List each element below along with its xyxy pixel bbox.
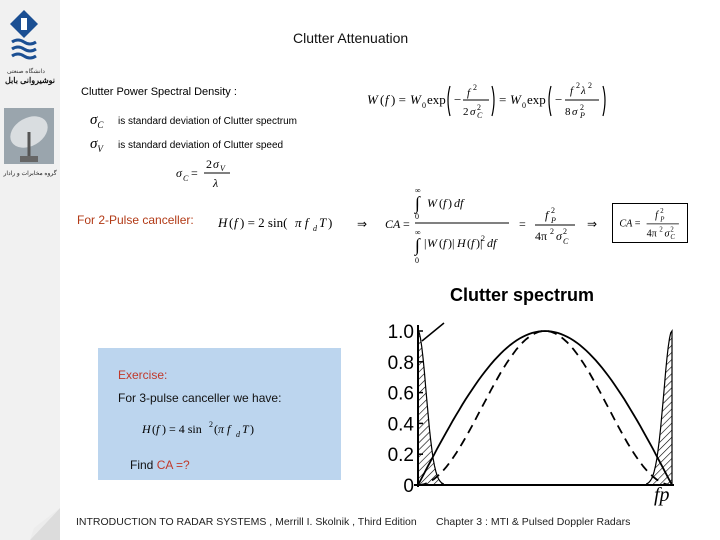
svg-text:⇒: ⇒ — [357, 217, 368, 231]
svg-text:∞: ∞ — [415, 228, 421, 237]
svg-text:): ) — [448, 196, 452, 210]
svg-text:(: ( — [214, 422, 218, 436]
svg-text:(: ( — [439, 196, 443, 210]
svg-text:): ) — [328, 215, 333, 230]
svg-text:0: 0 — [422, 101, 426, 110]
chart-y-tick-label: 0.6 — [387, 383, 414, 405]
two-pulse-label: For 2-Pulse canceller: — [77, 213, 194, 227]
svg-text:=: = — [403, 217, 410, 231]
faculty-name: نوشیروانی بابل — [4, 76, 56, 85]
svg-text:H: H — [457, 236, 466, 250]
svg-text:d: d — [236, 430, 240, 439]
chart-title: Clutter spectrum — [450, 285, 595, 305]
clutter-spectrum-chart — [378, 271, 677, 510]
svg-text:V: V — [220, 164, 225, 173]
svg-text:W: W — [410, 92, 421, 107]
svg-text:2: 2 — [576, 81, 580, 90]
svg-text:2: 2 — [209, 420, 213, 429]
svg-text:)|: )| — [448, 236, 455, 250]
svg-text:=: = — [519, 217, 526, 231]
exercise-box — [98, 348, 341, 480]
svg-text:2: 2 — [670, 226, 674, 234]
svg-text:2: 2 — [588, 81, 592, 90]
svg-text:H: H — [218, 215, 228, 230]
sigma-v-description: is standard deviation of Clutter speed — [118, 139, 284, 151]
psd-equation — [367, 76, 615, 122]
svg-text:2: 2 — [659, 226, 663, 234]
svg-text:σ: σ — [664, 228, 670, 240]
svg-text:df: df — [454, 196, 464, 210]
svg-text:∫: ∫ — [415, 193, 420, 213]
svg-text:) = 4 sin: ) = 4 sin — [162, 422, 202, 436]
svg-text:f: f — [385, 92, 389, 107]
svg-text:=: = — [191, 166, 198, 180]
chart-y-tick-label: 0 — [403, 476, 414, 497]
svg-text:2: 2 — [206, 157, 212, 171]
svg-text:2: 2 — [550, 227, 554, 236]
svg-text:0: 0 — [522, 101, 526, 110]
svg-text:2: 2 — [563, 227, 567, 236]
svg-text:0: 0 — [415, 256, 419, 265]
svg-text:∫: ∫ — [415, 235, 420, 255]
svg-text:f: f — [545, 208, 549, 222]
svg-text:⇒: ⇒ — [587, 217, 598, 231]
sigma-c-row — [90, 112, 297, 130]
svg-text:W: W — [427, 236, 437, 250]
sidebar — [0, 0, 60, 540]
svg-text:)|: )| — [476, 236, 483, 250]
svg-text:f: f — [655, 209, 658, 221]
svg-text:λ: λ — [581, 85, 586, 97]
sigma-c-equation — [176, 155, 236, 191]
footer-reference: INTRODUCTION TO RADAR SYSTEMS , Merrill I. Skolnik , Third Edition — [76, 516, 417, 528]
svg-text:σ: σ — [176, 166, 182, 180]
svg-text:π f: π f — [218, 422, 231, 436]
svg-text:W: W — [510, 92, 521, 107]
svg-text:W: W — [367, 92, 378, 107]
svg-text:f: f — [570, 85, 574, 97]
svg-text:4π: 4π — [535, 229, 548, 243]
department-name: گروه مخابرات و رادار — [3, 171, 57, 177]
exercise-text: For 3-pulse canceller we have: — [118, 391, 282, 405]
radar-dish-icon — [4, 108, 54, 164]
svg-text:2: 2 — [463, 106, 469, 118]
clutter-attenuation-equation — [357, 183, 607, 269]
svg-text:0: 0 — [415, 212, 419, 221]
svg-text:) =: ) = — [391, 92, 406, 107]
svg-text:P: P — [660, 216, 665, 224]
exercise-question — [130, 458, 190, 472]
svg-text:W: W — [427, 196, 437, 210]
svg-text:σ: σ — [572, 106, 578, 118]
svg-text:H: H — [142, 422, 151, 436]
svg-text:−: − — [454, 92, 462, 107]
svg-text:): ) — [250, 422, 254, 436]
svg-text:λ: λ — [213, 176, 219, 190]
svg-text:(: ( — [439, 236, 443, 250]
sigma-c-description: is standard deviation of Clutter spectrum — [118, 115, 297, 127]
svg-text:∞: ∞ — [415, 186, 421, 195]
svg-text:d: d — [313, 224, 317, 233]
svg-text:C: C — [477, 111, 483, 120]
svg-text:f: f — [471, 236, 475, 250]
chart-y-tick-label: 1.0 — [387, 322, 414, 343]
svg-text:4π: 4π — [646, 228, 657, 240]
svg-text:C: C — [670, 234, 675, 242]
svg-text:(: ( — [467, 236, 471, 250]
svg-text:=: = — [499, 92, 507, 107]
sigma-v-symbol: $\sigma_V$ — [90, 136, 103, 154]
svg-text:(: ( — [152, 422, 156, 436]
svg-text:2: 2 — [481, 234, 485, 243]
svg-text:f: f — [467, 87, 471, 99]
svg-text:2: 2 — [477, 103, 481, 112]
svg-text:f: f — [156, 422, 160, 436]
svg-text:C: C — [563, 237, 569, 246]
svg-text:2: 2 — [660, 207, 664, 215]
svg-text:2: 2 — [473, 83, 477, 92]
svg-text:T: T — [319, 215, 327, 230]
svg-text:CA: CA — [385, 217, 401, 231]
svg-text:f: f — [443, 236, 447, 250]
footer-chapter: Chapter 3 : MTI & Pulsed Doppler Radars — [436, 516, 631, 528]
svg-text:df: df — [487, 236, 497, 250]
svg-text:π f: π f — [295, 215, 309, 230]
psd-label: Clutter Power Spectral Density : — [81, 86, 237, 98]
svg-text:(: ( — [229, 215, 234, 230]
svg-text:=: = — [634, 218, 641, 230]
three-pulse-transfer-equation — [142, 418, 262, 440]
svg-text:exp: exp — [427, 92, 446, 107]
chart-y-tick-label: 0.8 — [387, 352, 414, 374]
svg-text:(: ( — [380, 92, 385, 107]
svg-text:P: P — [551, 216, 556, 225]
svg-text:2: 2 — [551, 206, 555, 215]
slide-title: Clutter Attenuation — [293, 30, 409, 46]
exercise-title: Exercise: — [118, 368, 168, 382]
svg-text:f: f — [234, 215, 238, 230]
sigma-c-symbol: $\sigma_C$ — [90, 112, 104, 130]
exercise-find-prefix: Find — [130, 458, 154, 472]
university-logo-icon — [8, 8, 40, 60]
svg-text:σ: σ — [470, 106, 476, 118]
chart-x-label: fp — [654, 484, 670, 506]
svg-text:|: | — [424, 236, 427, 250]
svg-text:−: − — [555, 92, 563, 107]
sigma-v-row — [90, 136, 283, 154]
chart-y-tick-label: 0.2 — [387, 445, 414, 467]
svg-text:f: f — [443, 196, 447, 210]
svg-text:exp: exp — [527, 92, 546, 107]
svg-text:T: T — [242, 422, 249, 436]
page-curl-icon — [30, 508, 60, 540]
svg-text:σ: σ — [556, 229, 562, 243]
svg-text:) = 2 sin(: ) = 2 sin( — [240, 215, 288, 230]
university-name: دانشگاه صنعتی — [7, 69, 45, 75]
svg-text:C: C — [183, 174, 189, 183]
svg-text:2: 2 — [580, 103, 584, 112]
svg-text:σ: σ — [213, 157, 219, 171]
chart-y-tick-label: 0.4 — [387, 414, 414, 436]
two-pulse-transfer-equation — [218, 210, 350, 234]
svg-text:P: P — [580, 111, 585, 120]
svg-text:8: 8 — [565, 106, 571, 118]
clutter-attenuation-result — [612, 203, 688, 243]
exercise-find-target: CA =? — [156, 458, 190, 472]
svg-text:CA: CA — [619, 218, 633, 230]
